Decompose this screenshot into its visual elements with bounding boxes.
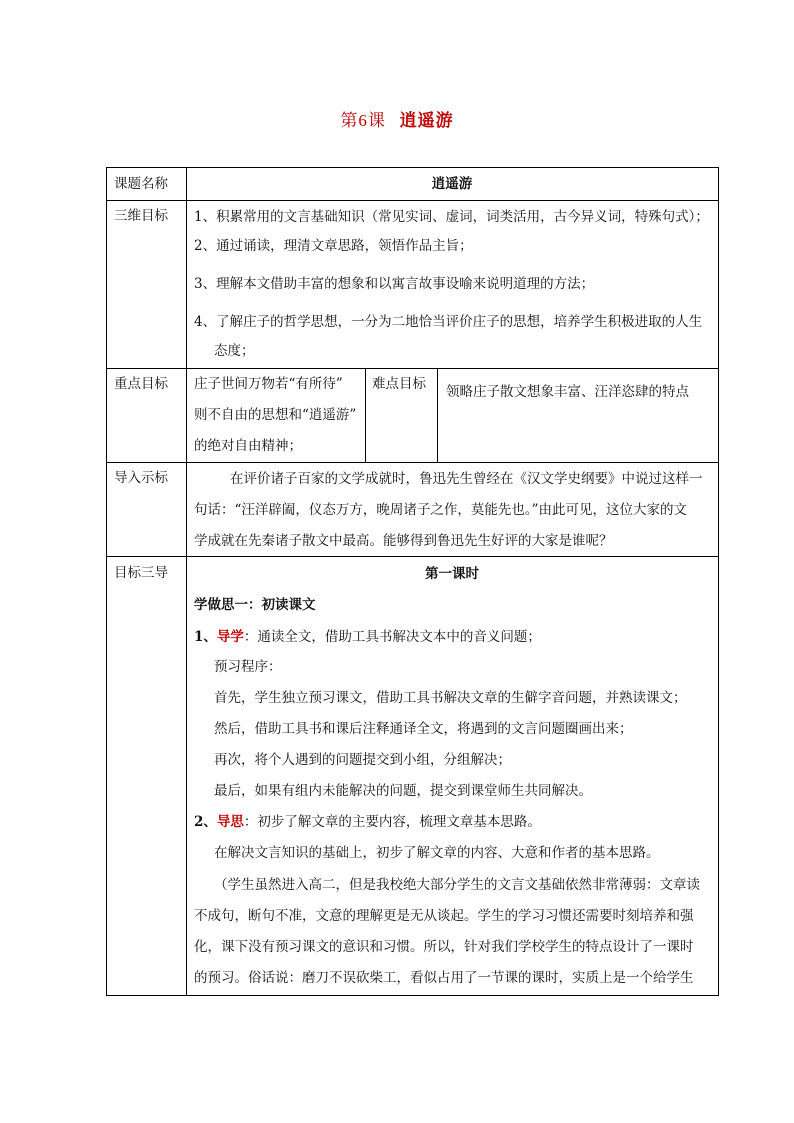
note-line: 不成句，断句不准，文意的理解更是无从谈起。学生的学习习惯还需要时刻培养和强: [194, 908, 694, 924]
table-border: [106, 167, 107, 996]
table-rule: [437, 368, 438, 462]
step-1-keyword: 导学: [216, 629, 244, 645]
goal-item: 态度；: [214, 343, 255, 359]
table-rule: [106, 200, 719, 201]
step-2: [194, 812, 541, 832]
goal-item: 3、理解本文借助丰富的想象和以寓言故事设喻来说明道理的方法；: [194, 276, 595, 292]
lesson-name: 逍遥游: [399, 111, 454, 131]
page-title: [0, 106, 794, 131]
label-goals: 三维目标: [114, 208, 168, 224]
step-2-text: ：初步了解文章的主要内容，梳理文章基本思路。: [243, 814, 541, 830]
lesson-period: 第一课时: [425, 566, 479, 582]
step-1: [194, 627, 541, 647]
label-focus: 重点目标: [114, 376, 168, 392]
table-rule: [106, 556, 719, 557]
table-rule: [106, 462, 719, 463]
step-1-text: ：通读全文，借助工具书解决文本中的音义问题；: [243, 629, 541, 645]
topic-value: 逍遥游: [431, 176, 473, 192]
note-line: 的预习。俗话说：磨刀不误砍柴工，看似占用了一节课的课时，实质上是一个给学生: [194, 970, 694, 986]
goal-item: 4、了解庄子的哲学思想，一分为二地恰当评价庄子的思想，培养学生积极进取的人生: [194, 314, 703, 330]
focus-line: 的绝对自由精神；: [194, 438, 302, 454]
note-line: （学生虽然进入高二，但是我校绝大部分学生的文言文基础依然非常薄弱：文章读: [214, 877, 700, 893]
table-border: [106, 167, 719, 168]
focus-line: 则不自由的思想和“逍遥游”: [194, 407, 357, 423]
procedure-line: 然后，借助工具书和课后注释通译全文，将遇到的文言问题圈画出来；: [214, 721, 633, 737]
intro-line: 学成就在先秦诸子散文中最高。能够得到鲁迅先生好评的大家是谁呢？: [194, 533, 613, 549]
table-rule: [106, 368, 719, 369]
lesson-plan-table: [106, 167, 719, 996]
table-border: [106, 995, 719, 996]
step-1-number: 1、: [194, 629, 217, 645]
note-line: 化，课下没有预习课文的意识和习惯。所以，针对我们学校学生的特点设计了一课时: [194, 939, 694, 955]
label-intro: 导入示标: [114, 470, 168, 486]
table-rule: [365, 368, 366, 462]
table-border: [718, 167, 719, 996]
preview-heading: 预习程序：: [214, 659, 282, 675]
intro-line: 句话：“汪洋辟阖，仪态万方，晚周诸子之作，莫能先也。”由此可见，这位大家的文: [194, 502, 688, 518]
label-topic: 课题名称: [114, 176, 168, 192]
procedure-line: 再次，将个人遇到的问题提交到小组，分组解决；: [214, 752, 511, 768]
step-2-number: 2、: [194, 814, 217, 830]
section-heading: 学做思一：初读课文: [194, 597, 316, 613]
procedure-line: 最后，如果有组内未能解决的问题，提交到课堂师生共同解决。: [214, 783, 592, 799]
lesson-number: 第6课: [340, 111, 386, 130]
difficulty-text: 领略庄子散文想象丰富、汪洋恣肆的特点: [446, 384, 689, 400]
step-2-detail: 在解决文言知识的基础上，初步了解文章的内容、大意和作者的基本思路。: [214, 845, 660, 861]
procedure-line: 首先，学生独立预习课文，借助工具书解决文章的生僻字音问题，并熟读课文；: [214, 690, 687, 706]
label-guide: 目标三导: [114, 565, 168, 581]
step-2-keyword: 导思: [216, 814, 244, 830]
label-difficulty: 难点目标: [372, 376, 426, 392]
intro-line: 在评价诸子百家的文学成就时，鲁迅先生曾经在《汉文学史纲要》中说过这样一: [230, 471, 703, 487]
focus-line: 庄子世间万物若“有所待”: [194, 376, 343, 392]
goal-item: 2、通过诵读，理清文章思路，领悟作品主旨；: [194, 238, 473, 254]
goal-item: 1、积累常用的文言基础知识（常见实词、虚词，词类活用，古今异义词，特殊句式）；: [194, 209, 709, 225]
